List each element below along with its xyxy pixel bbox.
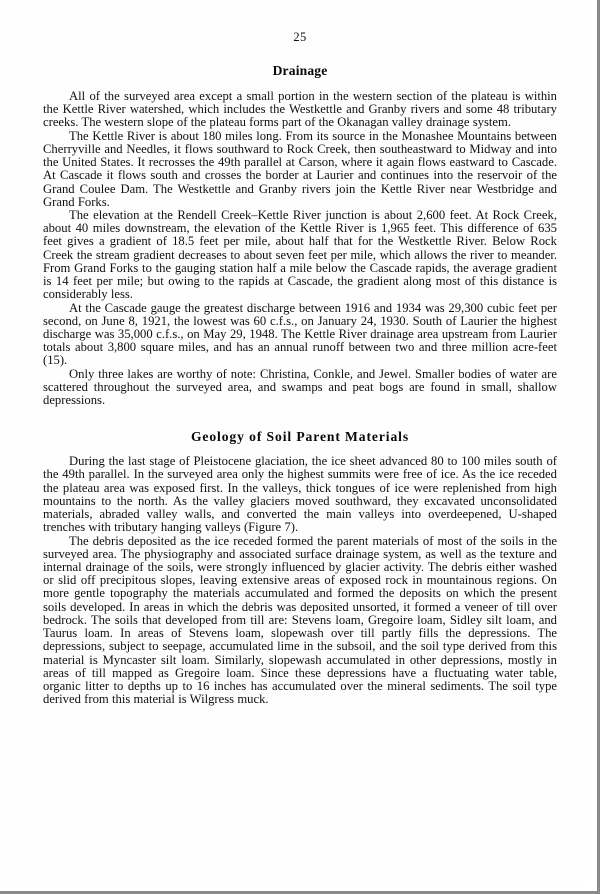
paragraph: The elevation at the Rendell Creek–Kettle River junction is about 2,600 feet. At Rock Creek, about 40 miles downstream, the elevation of the Kettle River is 1,965 feet. This difference of 635 feet gives a gradient of 18.5 feet per mile, about half that for the Westkettle River. Below Rock Creek the stream gradient decreases to about seven feet per mile, which allows the river to meander. From Grand Forks to the gauging station half a mile below the Cascade rapids, the average gradient is 14 feet per mile; but owing to the rapids at Cascade, the gradient along most of this distance is considerably less. <box>43 207 557 302</box>
paragraph: The debris deposited as the ice receded formed the parent materials of most of the soils in the surveyed area. The physiography and associated surface drainage system, as well as the texture and internal drainage of the soils, were strongly influenced by glacier activity. The debris either washed or slid off precipitous slopes, leaving extensive areas of exposed rock in mountainous regions. On more gentle topography the materials accumulated and formed the deposits on which the present soils developed. In areas in which the debris was deposited unsorted, it formed a veneer of till over bedrock. The soils that developed from till are: Stevens loam, Gregoire loam, Sidley silt loam, and Taurus loam. In areas of Stevens loam, slopewash over till partly fills the depressions. The depressions, subject to seepage, accumulated lime in the subsoil, and the soil type derived from this material is Myncaster silt loam. Similarly, slopewash accumulated in other depressions, mostly in areas of till mapped as Gregoire loam. Since these depressions have a fluctuating water table, organic litter to depths up to 16 inches has accumulated over the mineral sediments. The soil type derived from this material is Wilgress muck. <box>43 533 557 707</box>
paragraph: Only three lakes are worthy of note: Christina, Conkle, and Jewel. Smaller bodies of water are scattered throughout the surveyed area, and swamps and peat bogs are found in small, shallow depressions. <box>43 366 557 408</box>
section-heading-drainage: Drainage <box>272 63 328 78</box>
paragraph: During the last stage of Pleistocene glaciation, the ice sheet advanced 80 to 100 miles south of the 49th parallel. In the surveyed area only the highest summits were free of ice. As the ice receded the plateau area was exposed first. In the valleys, thick tongues of ice were replenished from high mountains to the north. As the valley glaciers moved southward, they excavated unconsolidated materials, abraded valley walls, and converted the main valleys into overdeepened, U-shaped trenches with tributary hanging valleys (Figure 7). <box>43 454 557 535</box>
page-number: 25 <box>293 30 307 44</box>
paragraph: At the Cascade gauge the greatest discharge between 1916 and 1934 was 29,300 cubic feet per second, on June 8, 1921, the lowest was 60 c.f.s., on January 24, 1930. South of Laurier the highest discharge was 35,000 c.f.s., on May 29, 1948. The Kettle River drainage area upstream from Laurier totals about 3,800 square miles, and has an annual runoff between two and three million acre-feet (15). <box>43 300 557 368</box>
paragraph: The Kettle River is about 180 miles long. From its source in the Monashee Mountains between Cherryville and Needles, it flows southward to Rock Creek, then southeastward to Midway and into the United States. It recrosses the 49th parallel at Carson, where it again flows eastward to Cascade. At Cascade it flows south and crosses the border at Laurier and continues into the reservoir of the Grand Coulee Dam. The Westkettle and Granby rivers join the Kettle River near Westbridge and Grand Forks. <box>43 128 557 209</box>
section-heading-geology: Geology of Soil Parent Materials <box>190 429 410 445</box>
paragraph: All of the surveyed area except a small portion in the western section of the plateau is within the Kettle River watershed, which includes the Westkettle and Granby rivers and some 48 tributary creeks. The western slope of the plateau forms part of the Okanagan valley drainage system. <box>43 89 557 130</box>
page-content <box>43 0 557 706</box>
